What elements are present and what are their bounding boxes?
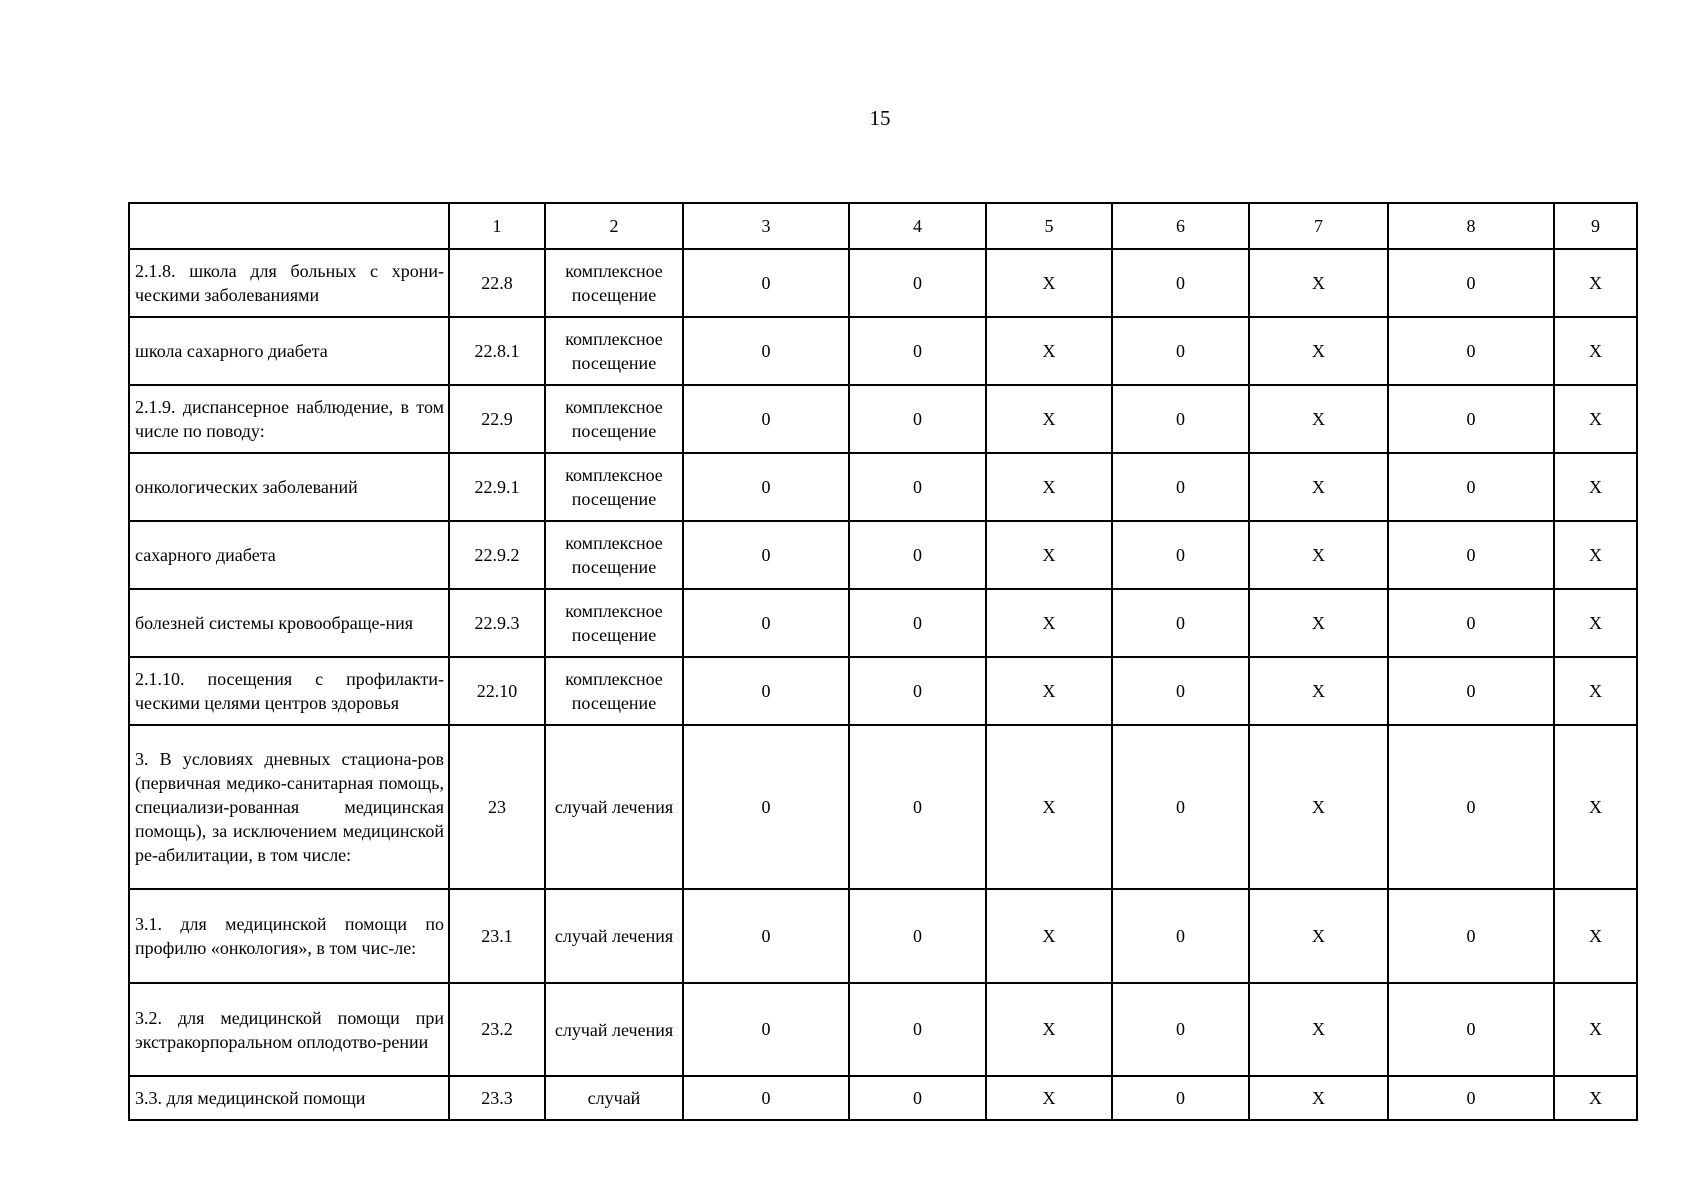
row-col6: 0	[1112, 725, 1249, 889]
row-col9: X	[1554, 317, 1637, 385]
table-row	[129, 589, 1637, 657]
row-name: 3.3. для медицинской помощи	[129, 1076, 449, 1120]
table-row	[129, 453, 1637, 521]
row-col3: 0	[683, 385, 849, 453]
row-col9: X	[1554, 385, 1637, 453]
row-code: 22.10	[449, 657, 545, 725]
row-col3: 0	[683, 453, 849, 521]
row-code: 23.2	[449, 983, 545, 1076]
row-col9: X	[1554, 983, 1637, 1076]
row-col9: X	[1554, 725, 1637, 889]
row-name: болезней системы кровообраще-ния	[129, 589, 449, 657]
table-row	[129, 889, 1637, 983]
row-col6: 0	[1112, 249, 1249, 317]
row-unit: комплексное посещение	[545, 521, 683, 589]
row-col9: X	[1554, 453, 1637, 521]
row-col4: 0	[849, 983, 986, 1076]
table-row	[129, 249, 1637, 317]
row-col3: 0	[683, 249, 849, 317]
row-col5: X	[986, 317, 1112, 385]
row-col3: 0	[683, 983, 849, 1076]
table-row	[129, 1076, 1637, 1120]
row-col7: X	[1249, 983, 1388, 1076]
row-unit: комплексное посещение	[545, 453, 683, 521]
row-col6: 0	[1112, 453, 1249, 521]
row-unit: комплексное посещение	[545, 589, 683, 657]
row-col3: 0	[683, 589, 849, 657]
row-col3: 0	[683, 1076, 849, 1120]
header-cell: 1	[449, 203, 545, 249]
row-code: 22.9.3	[449, 589, 545, 657]
header-cell: 6	[1112, 203, 1249, 249]
row-name: сахарного диабета	[129, 521, 449, 589]
table-row	[129, 385, 1637, 453]
row-col8: 0	[1388, 725, 1554, 889]
table-row	[129, 725, 1637, 889]
row-col6: 0	[1112, 889, 1249, 983]
row-col9: X	[1554, 589, 1637, 657]
row-col6: 0	[1112, 589, 1249, 657]
row-col3: 0	[683, 521, 849, 589]
row-unit: комплексное посещение	[545, 657, 683, 725]
row-col8: 0	[1388, 983, 1554, 1076]
row-code: 23.3	[449, 1076, 545, 1120]
row-col6: 0	[1112, 657, 1249, 725]
row-unit: комплексное посещение	[545, 385, 683, 453]
header-cell: 4	[849, 203, 986, 249]
row-col3: 0	[683, 657, 849, 725]
row-col8: 0	[1388, 249, 1554, 317]
row-col5: X	[986, 1076, 1112, 1120]
row-code: 23.1	[449, 889, 545, 983]
row-unit: случай лечения	[545, 983, 683, 1076]
row-col4: 0	[849, 1076, 986, 1120]
header-cell: 8	[1388, 203, 1554, 249]
row-name: 3. В условиях дневных стациона-ров (первичная медико-санитарная помощь, специализи-рованная медицинская помощь), за исключением медицинской ре-абилитации, в том числе:	[129, 725, 449, 889]
row-col4: 0	[849, 521, 986, 589]
header-cell: 7	[1249, 203, 1388, 249]
row-col8: 0	[1388, 657, 1554, 725]
page-number: 15	[869, 106, 891, 130]
header-cell	[129, 203, 449, 249]
row-col7: X	[1249, 657, 1388, 725]
row-col6: 0	[1112, 317, 1249, 385]
row-col3: 0	[683, 725, 849, 889]
header-cell: 9	[1554, 203, 1637, 249]
row-col4: 0	[849, 249, 986, 317]
row-col7: X	[1249, 589, 1388, 657]
row-unit: случай лечения	[545, 725, 683, 889]
row-name: 3.2. для медицинской помощи при экстракорпоральном оплодотво-рении	[129, 983, 449, 1076]
row-col8: 0	[1388, 521, 1554, 589]
row-code: 22.8	[449, 249, 545, 317]
table-row	[129, 657, 1637, 725]
row-col8: 0	[1388, 589, 1554, 657]
row-col5: X	[986, 521, 1112, 589]
row-col4: 0	[849, 657, 986, 725]
row-col6: 0	[1112, 521, 1249, 589]
row-unit: комплексное посещение	[545, 317, 683, 385]
row-name: 2.1.8. школа для больных с хрони-ческими заболеваниями	[129, 249, 449, 317]
header-cell: 3	[683, 203, 849, 249]
row-col9: X	[1554, 1076, 1637, 1120]
row-col5: X	[986, 725, 1112, 889]
row-col5: X	[986, 589, 1112, 657]
row-col9: X	[1554, 657, 1637, 725]
row-col8: 0	[1388, 889, 1554, 983]
row-col4: 0	[849, 453, 986, 521]
row-col4: 0	[849, 385, 986, 453]
row-col7: X	[1249, 385, 1388, 453]
row-col8: 0	[1388, 453, 1554, 521]
row-col7: X	[1249, 521, 1388, 589]
row-code: 22.9.1	[449, 453, 545, 521]
table-row	[129, 983, 1637, 1076]
data-table	[128, 202, 1638, 1121]
row-col7: X	[1249, 1076, 1388, 1120]
row-col4: 0	[849, 317, 986, 385]
row-col5: X	[986, 385, 1112, 453]
row-col3: 0	[683, 317, 849, 385]
header-cell: 2	[545, 203, 683, 249]
row-name: 2.1.9. диспансерное наблюдение, в том числе по поводу:	[129, 385, 449, 453]
table-row	[129, 521, 1637, 589]
row-col3: 0	[683, 889, 849, 983]
row-col9: X	[1554, 889, 1637, 983]
row-name: 3.1. для медицинской помощи по профилю «онкология», в том чис-ле:	[129, 889, 449, 983]
row-unit: комплексное посещение	[545, 249, 683, 317]
row-code: 22.9.2	[449, 521, 545, 589]
row-col4: 0	[849, 889, 986, 983]
row-col5: X	[986, 249, 1112, 317]
row-col6: 0	[1112, 385, 1249, 453]
row-col5: X	[986, 983, 1112, 1076]
row-col8: 0	[1388, 385, 1554, 453]
row-col7: X	[1249, 889, 1388, 983]
header-row	[129, 203, 1637, 249]
row-col7: X	[1249, 317, 1388, 385]
table-row	[129, 317, 1637, 385]
row-unit: случай лечения	[545, 889, 683, 983]
row-code: 22.9	[449, 385, 545, 453]
row-name: онкологических заболеваний	[129, 453, 449, 521]
row-col9: X	[1554, 249, 1637, 317]
row-col8: 0	[1388, 317, 1554, 385]
row-col6: 0	[1112, 1076, 1249, 1120]
row-col4: 0	[849, 725, 986, 889]
row-col5: X	[986, 657, 1112, 725]
header-cell: 5	[986, 203, 1112, 249]
row-col7: X	[1249, 249, 1388, 317]
row-col7: X	[1249, 725, 1388, 889]
row-code: 22.8.1	[449, 317, 545, 385]
row-col5: X	[986, 889, 1112, 983]
row-col6: 0	[1112, 983, 1249, 1076]
row-col5: X	[986, 453, 1112, 521]
row-unit: случай	[545, 1076, 683, 1120]
row-col7: X	[1249, 453, 1388, 521]
row-col8: 0	[1388, 1076, 1554, 1120]
row-code: 23	[449, 725, 545, 889]
row-col9: X	[1554, 521, 1637, 589]
row-name: школа сахарного диабета	[129, 317, 449, 385]
row-name: 2.1.10. посещения с профилакти-ческими целями центров здоровья	[129, 657, 449, 725]
row-col4: 0	[849, 589, 986, 657]
